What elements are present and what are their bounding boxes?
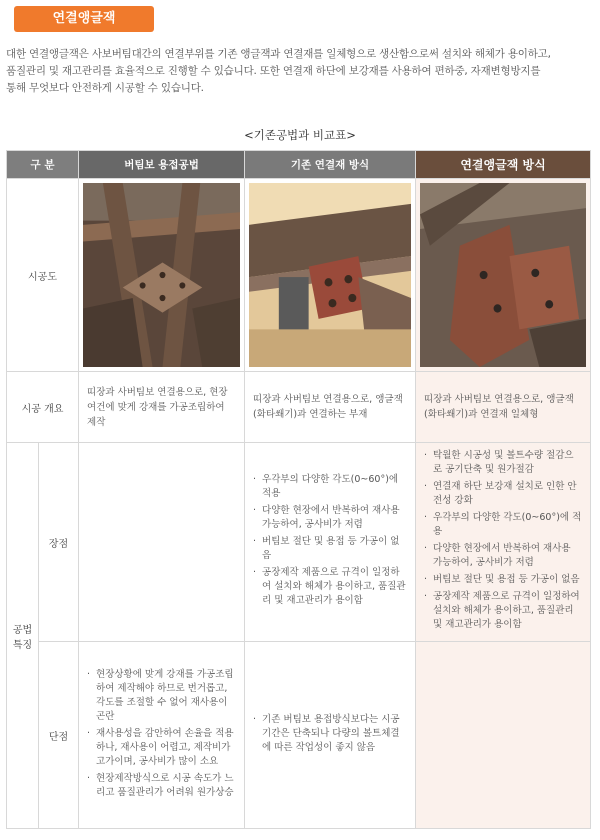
bullet-item: · 현장제작방식으로 시공 속도가 느리고 품질관리가 어려워 원가상승 [87,772,236,800]
demerit-angle-jack [416,642,591,829]
bullet-item: · 공장제작 제품으로 규격이 일정하여 설치와 해체가 용이하고, 품질관리 및 재고관리가 용이함 [253,566,407,608]
merit-row [7,443,591,642]
existing-connector-photo [249,183,411,367]
existing-photo-cell [245,179,416,372]
header-category: 구 분 [7,151,79,179]
bullet-item: · 다양한 현장에서 반복하여 재사용 가능하여, 공사비가 저렴 [253,504,407,532]
header-welding-method: 버팀보 용접공법 [79,151,245,179]
intro-line: 통해 무엇보다 안전하게 시공할 수 있습니다. [6,82,204,94]
angle-jack-photo-cell [416,179,591,372]
intro-line: 품질관리 및 재고관리를 효율적으로 진행할 수 있습니다. 또한 연결재 하단에 보강재를 사용하여 편하중, 자재변형방지를 [6,65,541,77]
bullet-item: · 현장상황에 맞게 강재를 가공조립하여 제작해야 하므로 번거롭고, 각도를 조절할 수 없어 재사용이 곤란 [87,668,236,724]
overview-angle-jack: 띠장과 사버팀보 연결용으로, 앵글잭(화타쐐기)과 연결재 일체형 [416,372,591,443]
bullet-item: · 버팀보 절단 및 용접 등 가공이 없음 [253,535,407,563]
table-title: <기존공법과 비교표> [244,128,356,142]
demerit-welding [79,642,245,829]
drawing-row [7,179,591,372]
bullet-item: · 공장제작 제품으로 규격이 일정하여 설치와 해체가 용이하고, 품질관리 및 재고관리가 용이함 [424,590,582,632]
feature-label: 공법 특징 [7,443,39,829]
angle-jack-construction-photo [420,183,586,367]
demerit-row [7,642,591,829]
overview-row [7,372,591,443]
comparison-table [6,150,591,829]
intro-line: 대한 연결앵글잭은 사보버팀대간의 연결부위를 기존 앵글잭과 연결재를 일체형으로 생산함으로써 설치와 해체가 용이하고, [6,48,551,60]
bullet-item: · 다양한 현장에서 반복하여 재사용 가능하여, 공사비가 저렴 [424,542,582,570]
header-angle-jack-method: 연결앵글잭 방식 [416,151,591,179]
demerit-existing [245,642,416,829]
overview-existing: 띠장과 사버팀보 연결용으로, 앵글잭(화타쐐기)과 연결하는 부재 [245,372,416,443]
bullet-item: · 기존 버팀보 용접방식보다는 시공 기간은 단축되나 다량의 볼트체결에 따른 작업성이 좋지 않음 [253,713,407,755]
bullet-item: · 재사용성을 감안하여 손율을 적용하나, 재사용이 어렵고, 제작비가 고가이며, 공사비가 많이 소요 [87,727,236,769]
header-row [7,151,591,179]
section-badge: 연결앵글잭 [14,6,154,32]
overview-label: 시공 개요 [7,372,79,443]
intro-paragraph [6,46,594,97]
merit-existing [245,443,416,642]
bullet-item: · 우각부의 다양한 각도(0~60°)에 적용 [253,473,407,501]
merit-welding [79,443,245,642]
bullet-item: · 버팀보 절단 및 용접 등 가공이 없음 [424,573,582,587]
welding-photo-cell [79,179,245,372]
bullet-item: · 탁월한 시공성 및 볼트수량 절감으로 공기단축 및 원가절감 [424,449,582,477]
overview-welding: 띠장과 사버팀보 연결용으로, 현장 여건에 맞게 강재를 가공조립하여 제작 [79,372,245,443]
welding-construction-photo [83,183,240,367]
drawing-label: 시공도 [7,179,79,372]
bullet-item: · 연결재 하단 보강재 설치로 인한 안전성 강화 [424,480,582,508]
demerit-label: 단점 [39,642,79,829]
merit-angle-jack [416,443,591,642]
header-existing-connector: 기존 연결재 방식 [245,151,416,179]
merit-label: 장점 [39,443,79,642]
bullet-item: · 우각부의 다양한 각도(0~60°)에 적용 [424,511,582,539]
